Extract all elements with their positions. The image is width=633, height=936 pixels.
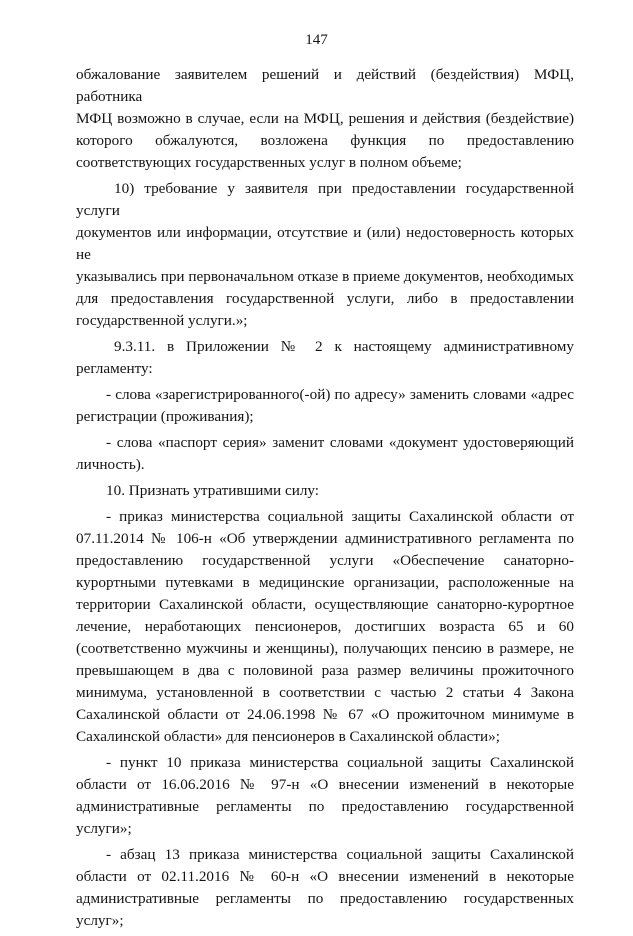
text-line: лечение, неработающих пенсионеров, достигших возраста 65 и 60 — [76, 618, 574, 635]
text-line: административные регламенты по предоставлению государственных услуг»; — [76, 890, 574, 929]
text-line: 10) требование у заявителя при предоставлении государственной услуги — [76, 180, 574, 219]
text-line: 10. Признать утратившими силу: — [106, 482, 320, 499]
paragraph-order-106n — [76, 506, 574, 748]
text-line: соответствующих государственных услуг в полном объеме; — [76, 154, 462, 171]
text-line: минимума, установленной в соответствии с частью 2 статьи 4 Закона — [76, 684, 574, 701]
paragraph-address-replacement — [76, 384, 574, 428]
text-line: обжалование заявителем решений и действий (бездействия) МФЦ, работника — [76, 66, 574, 105]
text-line: которого обжалуются, возложена функция по предоставлению — [76, 132, 574, 149]
text-line: области от 02.11.2016 № 60-н «О внесении изменений в некоторые — [76, 868, 574, 885]
text-line: регистрации (проживания); — [76, 408, 254, 425]
text-line: - пункт 10 приказа министерства социальной защиты Сахалинской — [106, 754, 574, 771]
paragraph-item-10-repeal — [76, 480, 574, 502]
paragraph-mfc-appeal — [76, 64, 574, 174]
text-line: административные регламенты по предоставлению государственной услуги»; — [76, 798, 574, 837]
paragraph-item-10-requirement — [76, 178, 574, 332]
paragraph-passport-replacement — [76, 432, 574, 476]
text-line: государственной услуги.»; — [76, 312, 248, 329]
paragraph-9-3-11 — [76, 336, 574, 380]
text-line: Сахалинской области от 24.06.1998 № 67 «О прожиточном минимуме в — [76, 706, 574, 723]
text-line: превышающем в два с половиной раза размер величины прожиточного — [76, 662, 574, 679]
text-line: области от 16.06.2016 № 97-н «О внесении изменений в некоторые — [76, 776, 574, 793]
text-line: 9.3.11. в Приложении № 2 к настоящему административному регламенту: — [76, 338, 574, 377]
text-line: документов или информации, отсутствие и (или) недостоверность которых не — [76, 224, 574, 263]
document-body — [76, 64, 574, 936]
text-line: предоставлению государственной услуги «Обеспечение санаторно- — [76, 552, 574, 569]
text-line: - абзац 13 приказа министерства социальной защиты Сахалинской — [106, 846, 574, 863]
page-number: 147 — [305, 32, 328, 48]
text-line: курортными путевками в медицинские организации, расположенные на — [76, 574, 574, 591]
text-line: - слова «зарегистрированного(-ой) по адресу» заменить словами «адрес — [106, 386, 574, 403]
text-line: (соответственно мужчины и женщины), получающих пенсию в размере, не — [76, 640, 574, 657]
text-line: личность). — [76, 456, 145, 473]
text-line: указывались при первоначальном отказе в приеме документов, необходимых — [76, 268, 574, 285]
text-line: Сахалинской области» для пенсионеров в Сахалинской области»; — [76, 728, 500, 745]
text-line: - слова «паспорт серия» заменит словами «документ удостоверяющий — [106, 434, 574, 451]
text-line: - приказ министерства социальной защиты Сахалинской области от — [106, 508, 574, 525]
text-line: для предоставления государственной услуги, либо в предоставлении — [76, 290, 574, 307]
text-line: МФЦ возможно в случае, если на МФЦ, решения и действия (бездействие) — [76, 110, 574, 127]
text-line: 07.11.2014 № 106-н «Об утверждении административного регламента по — [76, 530, 574, 547]
paragraph-order-60n — [76, 844, 574, 932]
text-line: территории Сахалинской области, осуществляющие санаторно-курортное — [76, 596, 574, 613]
paragraph-order-97n — [76, 752, 574, 840]
